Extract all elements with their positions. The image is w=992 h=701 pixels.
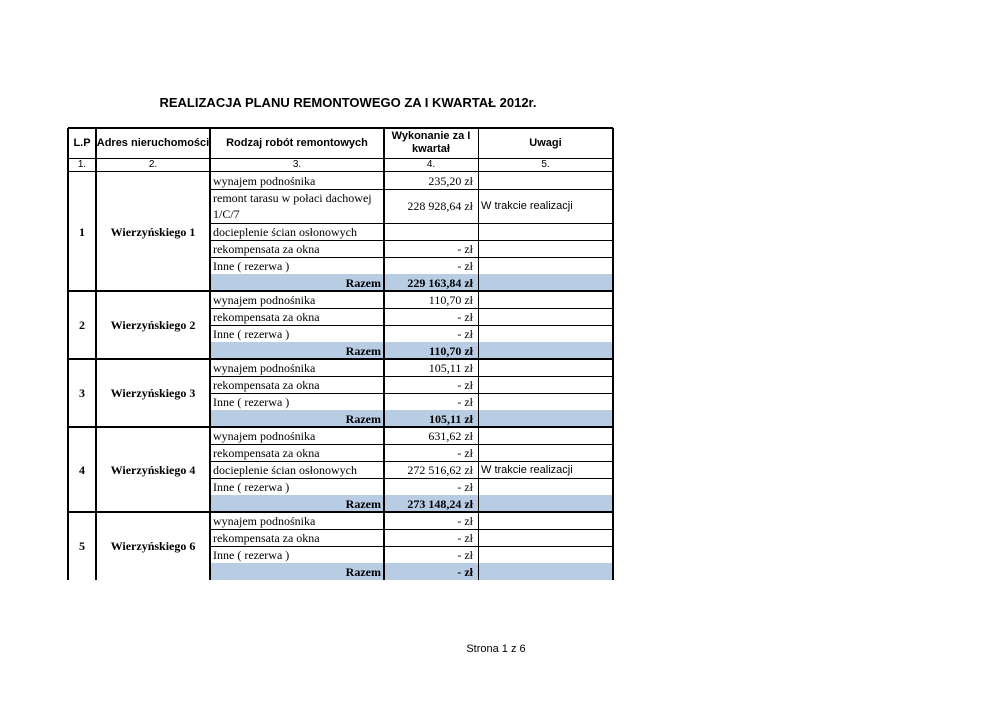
row-number: 4 [79,462,85,477]
work-type-line: remont tarasu w połaci dachowej [213,191,372,205]
amount-cell: - zł [457,547,473,562]
note-cell [478,376,613,393]
amount-cell: 110,70 zł [428,292,473,307]
row-number: 2 [79,318,85,332]
header-number-2: 2. [148,158,158,170]
amount-cell: 235,20 zł [428,173,473,188]
total-amount: 110,70 zł [384,342,478,359]
page-footer: Strona 1 z 6 [466,643,526,655]
work-type-cell: wynajem podnośnika [213,428,316,443]
total-label: Razem [210,495,384,512]
header-executed: Wykonanie za I kwartał [391,130,471,155]
grid-line [68,127,613,129]
grid-line [95,128,96,580]
work-type-cell [210,189,384,223]
total-note [478,274,613,291]
property-address: Wierzyńskiego 1 [110,224,196,239]
total-note [478,495,613,512]
header-number-1: 1. [77,158,87,170]
work-type-cell: rekompensata za okna [213,445,320,460]
amount-cell [384,223,478,240]
amount-cell: 105,11 zł [428,360,473,375]
header-address: Adres nieruchomości [96,136,210,149]
note-cell [478,308,613,325]
header-work-type: Rodzaj robót remontowych [226,136,368,149]
grid-line [68,158,613,159]
note-cell [478,512,613,529]
amount-cell: - zł [457,377,473,392]
amount-cell: - zł [457,241,473,256]
work-type-line: 1/C/7 [213,207,240,221]
grid-line [612,128,614,580]
total-label: Razem [210,563,384,580]
work-type-cell: rekompensata za okna [213,309,320,324]
note-cell [478,223,613,240]
amount-cell: - zł [457,394,473,409]
work-type-cell: Inne ( rezerwa ) [213,547,290,562]
grid-line [68,171,613,173]
work-type-cell: Inne ( rezerwa ) [213,394,290,409]
work-type-cell: Inne ( rezerwa ) [213,326,290,341]
work-type-cell: wynajem podnośnika [213,513,316,528]
row-number: 5 [79,539,85,553]
note-cell [478,240,613,257]
total-note [478,410,613,427]
amount-cell: - zł [457,479,473,494]
note-cell: W trakcie realizacji [481,463,573,476]
property-address: Wierzyńskiego 2 [110,318,196,332]
header-number-5: 5. [541,158,550,170]
total-label: Razem [210,274,384,291]
page-title: REALIZACJA PLANU REMONTOWEGO ZA I KWARTAŁ 2012r. [159,95,537,110]
header-lp: L.P [73,136,91,149]
work-type-cell: Inne ( rezerwa ) [213,479,290,494]
note-cell [478,325,613,342]
note-cell [478,359,613,376]
work-type-cell: Inne ( rezerwa ) [213,258,290,273]
work-type-cell: wynajem podnośnika [213,292,316,307]
work-type-cell: wynajem podnośnika [213,173,316,188]
total-note [478,342,613,359]
amount-cell: - zł [457,445,473,460]
work-type-cell: rekompensata za okna [213,241,320,256]
total-label: Razem [210,410,384,427]
note-cell [478,546,613,563]
amount-cell: - zł [457,309,473,324]
property-address: Wierzyńskiego 3 [110,386,196,400]
row-number: 1 [79,224,85,239]
work-type-cell: docieplenie ścian osłonowych [213,224,357,239]
header-number-4: 4. [426,158,436,170]
work-type-cell: wynajem podnośnika [213,360,316,375]
total-amount: 273 148,24 zł [384,495,478,512]
note-cell [478,393,613,410]
grid-line [478,128,479,580]
total-label: Razem [210,342,384,359]
total-amount: 105,11 zł [384,410,478,427]
total-note [478,563,613,580]
work-type-cell: rekompensata za okna [213,530,320,545]
note-cell: W trakcie realizacji [481,200,573,212]
note-cell [478,529,613,546]
row-number: 3 [79,386,85,400]
note-cell [478,291,613,308]
total-amount: - zł [384,563,478,580]
property-address: Wierzyńskiego 6 [110,539,196,553]
amount-cell: 631,62 zł [428,428,473,443]
note-cell [478,257,613,274]
amount-cell: - zł [457,258,473,273]
grid-line [67,128,69,580]
property-address: Wierzyńskiego 4 [110,462,196,477]
amount-cell: 228 928,64 zł [407,199,473,213]
grid-line [209,128,210,580]
note-cell [478,172,613,189]
work-type-cell: docieplenie ścian osłonowych [213,462,357,477]
total-amount: 229 163,84 zł [384,274,478,291]
amount-cell: 272 516,62 zł [407,462,473,477]
header-notes: Uwagi [529,136,562,149]
amount-cell: - zł [457,513,473,528]
note-cell [478,427,613,444]
note-cell [478,478,613,495]
header-number-3: 3. [292,158,302,170]
work-type-cell: rekompensata za okna [213,377,320,392]
amount-cell: - zł [457,530,473,545]
amount-cell: - zł [457,326,473,341]
note-cell [478,444,613,461]
grid-line [383,128,385,580]
